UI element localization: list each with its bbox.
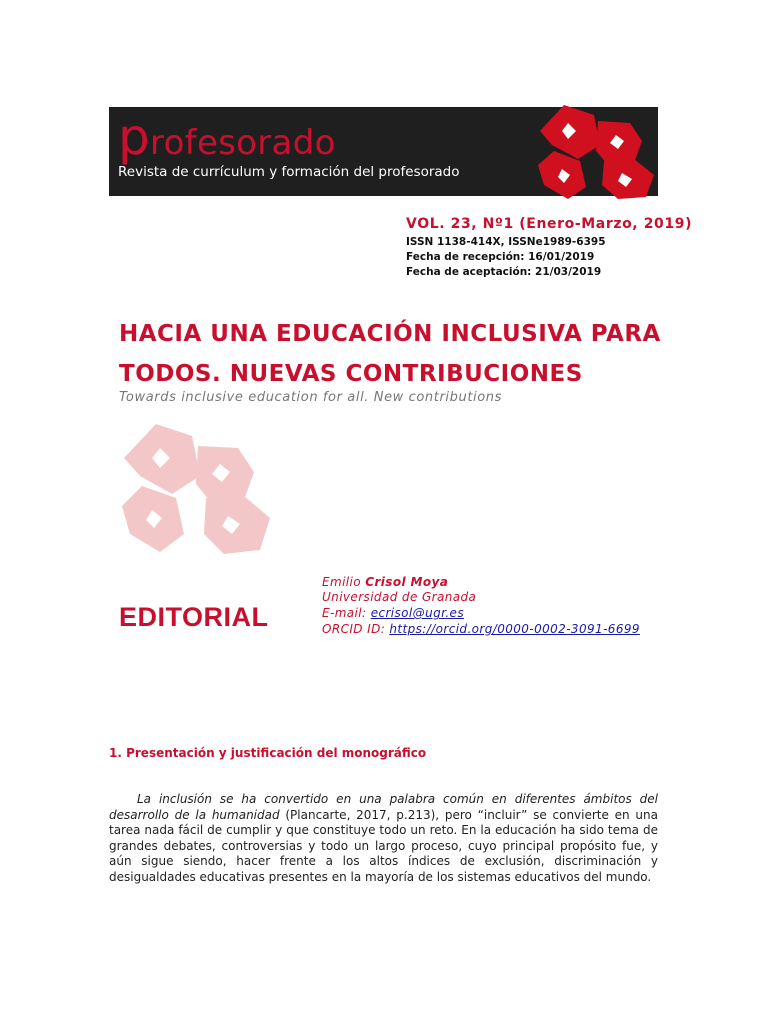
email-link[interactable]: ecrisol@ugr.es: [370, 606, 464, 620]
journal-subtitle: Revista de currículum y formación del profesorado: [118, 164, 460, 180]
body-paragraph: [109, 792, 658, 886]
author-name: [322, 575, 448, 589]
author-last-name: Crisol Moya: [365, 575, 449, 589]
article-title-line1: HACIA UNA EDUCACIÓN INCLUSIVA PARA: [119, 321, 661, 347]
email-label: E-mail:: [322, 606, 371, 620]
article-title-line2: TODOS. NUEVAS CONTRIBUCIONES: [119, 361, 583, 387]
author-email-line: [322, 606, 464, 620]
journal-name-rest: rofesorado: [150, 123, 336, 163]
faded-logo-icon: [118, 418, 274, 564]
journal-logo-icon: [534, 101, 658, 201]
orcid-link[interactable]: https://orcid.org/0000-0002-3091-6699: [389, 622, 640, 636]
received-date: Fecha de recepción: 16/01/2019: [406, 251, 595, 263]
orcid-label: ORCID ID:: [322, 622, 390, 636]
journal-name: [118, 108, 336, 166]
paragraph-text: (Plancarte, 2017, p.213), pero “incluir” se convierte en una tarea nada fácil de cumplir y que constituye todo un reto. En la educación ha sido tema de grandes debates, controversias y todo un largo proceso, cuyo principal propósito fue, y aún sigue siendo, hacer frente a los altos índices de exclusión, discriminación y desigualdades educativas presentes en la mayoría de los sistemas educativos del mundo.: [109, 807, 658, 884]
journal-name-initial: p: [118, 108, 151, 166]
author-university: Universidad de Granada: [322, 590, 477, 604]
paragraph-italic-quote: La inclusión se ha convertido en una palabra común en diferentes ámbitos del desarrollo de la humanidad: [109, 792, 658, 822]
section-label: EDITORIAL: [119, 602, 269, 632]
article-title: [119, 314, 679, 394]
accepted-date: Fecha de aceptación: 21/03/2019: [406, 266, 602, 278]
article-subtitle: Towards inclusive education for all. New contributions: [119, 390, 502, 405]
author-orcid-line: [322, 622, 640, 636]
issn-info: ISSN 1138-414X, ISSNe1989-6395: [406, 236, 606, 248]
author-first-name: Emilio: [322, 575, 366, 589]
section-heading: 1. Presentación y justificación del monográfico: [109, 746, 427, 760]
volume-info: VOL. 23, Nº1 (Enero-Marzo, 2019): [406, 216, 693, 232]
